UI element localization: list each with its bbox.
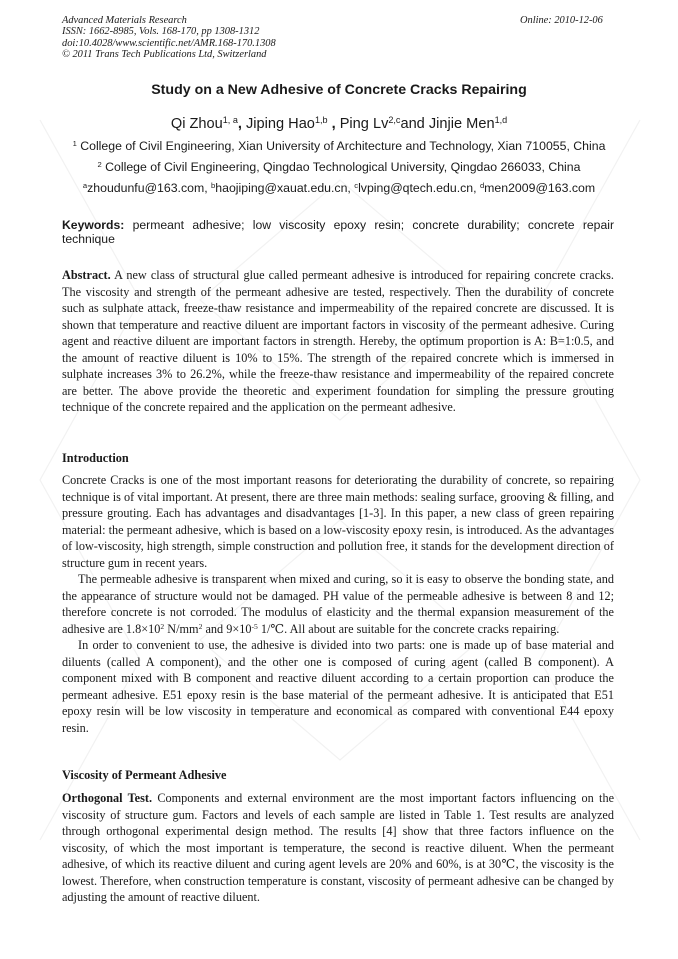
journal-copyright: © 2011 Trans Tech Publications Ltd, Switzerland	[62, 49, 267, 61]
introduction-heading: Introduction	[62, 451, 129, 465]
orthogonal-test-text: Components and external environment are the most important factors influencing on the viscosity of structure gum. Factors and levels of each sample are listed in Table 1. Test results are analyzed through orthogonal experimental design method. The results [4] show that three factors influence on the viscosity, of which the most important is temperature, the second is reactive diluent. When the permeant adhesive, of which its reactive diluent and curing agent levels are 20% and 60%, is at 30℃, the viscosity is the lowest. Therefore, when construction temperature is constant, viscosity of permeant adhesive can be changed by adjusting the amount of reactive diluent.	[62, 791, 615, 904]
email-mark: a	[82, 180, 88, 190]
author-name: Jinjie Men	[428, 116, 495, 132]
author-name: Ping Lv	[339, 116, 389, 132]
intro-paragraph-1: Concrete Cracks is one of the most important reasons for deteriorating the durability of concrete, so repairing technique is of vital important. At present, there are three main methods: sealing surface, grooving & filling, and pressure grouting. Each has advantages and disadvantages [1-3]. In this paper, a new class of green repairing material: the permeant adhesive, which is based on a low-viscosity epoxy resin, is introduced. As the advantages of low-viscosity, high strength, simple construction and pollution free, it stands for the development direction of structure gum in recent years.	[62, 473, 614, 570]
author-affil-mark: 1,b	[314, 115, 328, 126]
intro-p2-text: and 9×10	[202, 621, 252, 636]
intro-p2-text: 1/℃. All about are suitable for the concrete cracks repairing.	[257, 621, 560, 636]
email-address: zhoudunfu@163.com,	[87, 181, 212, 195]
affiliation-mark: 2	[97, 159, 102, 169]
affiliation-text: College of Civil Engineering, Qingdao Technological University, Qingdao 266033, China	[105, 160, 581, 174]
orthogonal-test-label: Orthogonal Test.	[62, 791, 153, 805]
author-separator: and	[400, 116, 429, 132]
affiliation-text: College of Civil Engineering, Xian University of Architecture and Technology, Xian 710055, China	[80, 139, 606, 153]
author-name: Jiping Hao	[245, 116, 315, 132]
email-list	[0, 181, 678, 195]
intro-paragraph-2	[62, 571, 614, 637]
author-affil-mark: 1, a	[222, 115, 238, 126]
email-mark: b	[211, 180, 216, 190]
author-name: Qi Zhou	[170, 116, 223, 132]
intro-paragraph-3: In order to convenient to use, the adhesive is divided into two parts: one is made up of base material and diluents (called A component), and the other one is composed of curing agent (called B component). A component mixed with B component and reactive diluent according to a certain proportion can produce the permeant adhesive. E51 epoxy resin is the base material of the permeant adhesive. It is anticipated that E51 epoxy resin will be low viscosity in temperature and economical as compared with conventional E44 epoxy resin.	[62, 638, 614, 735]
author-separator: ,	[327, 116, 340, 132]
email-address: lvping@qtech.edu.cn,	[358, 181, 480, 195]
author-list	[0, 116, 678, 132]
introduction-body	[62, 472, 614, 736]
intro-p2-text: N/mm	[164, 621, 199, 636]
author-separator: ,	[237, 116, 246, 132]
affiliation-mark: 1	[72, 138, 77, 148]
email-mark: d	[479, 180, 485, 190]
keywords-label: Keywords:	[62, 218, 125, 232]
author-affil-mark: 1,d	[494, 115, 508, 126]
journal-header	[62, 15, 276, 61]
email-address: haojiping@xauat.edu.cn,	[215, 181, 355, 195]
email-address: men2009@163.com	[484, 181, 596, 195]
abstract-text: A new class of structural glue called permeant adhesive is introduced for repairing concrete cracks. The viscosity and strength of the permeant adhesive are tested, respectively. Then the durability of concrete such as sulphate attack, freeze-thaw resistance and impermeability of the repaired concrete are discussed. It is shown that temperature and reactive diluent are important factors in viscosity of the permeant adhesive. Curing agent and reactive diluent are important factors in strength. Hereby, the optimum proportion is A: B=1:0.5, and the amount of reactive diluent is 10% to 15%. The strength of the repaired concrete which is immersed in sulphate increases 3% to 26.2%, while the freeze-thaw resistance and impermeability of the repaired concrete are better. The above provide the theoretic and experiment foundation for simpling the pressure grouting technique of the concrete repaired and the application on the permeant adhesive.	[62, 268, 614, 414]
email-mark: c	[354, 180, 359, 190]
journal-doi: doi:10.4028/www.scientific.net/AMR.168-170.1308	[62, 37, 276, 49]
viscosity-heading: Viscosity of Permeant Adhesive	[62, 768, 227, 782]
abstract	[62, 267, 614, 416]
keywords	[62, 218, 614, 246]
keywords-text: permeant adhesive; low viscosity epoxy resin; concrete durability; concrete repair technique	[62, 218, 614, 246]
exponent: 2	[160, 621, 165, 631]
exponent: 2	[198, 621, 203, 631]
viscosity-body	[62, 790, 614, 906]
journal-name: Advanced Materials Research	[62, 15, 187, 26]
paper-title: Study on a New Adhesive of Concrete Cracks Repairing	[151, 82, 527, 98]
abstract-label: Abstract.	[62, 268, 111, 282]
journal-issn: ISSN: 1662-8985, Vols. 168-170, pp 1308-1312	[62, 26, 260, 38]
exponent: -5	[251, 621, 258, 631]
affiliation-1	[0, 139, 678, 153]
online-date: Online: 2010-12-06	[520, 15, 603, 26]
author-affil-mark: 2,c	[388, 115, 401, 126]
intro-p2-text: The permeable adhesive is transparent when mixed and curing, so it is easy to observe the bonding state, and the appearance of structure would not be damaged. PH value of the permeable adhesive is between 8 and 12; therefore concrete is not corroded. The modulus of elasticity and the thermal expansion measurement of the adhesive are 1.8×10	[62, 572, 614, 636]
affiliation-2	[0, 160, 678, 174]
